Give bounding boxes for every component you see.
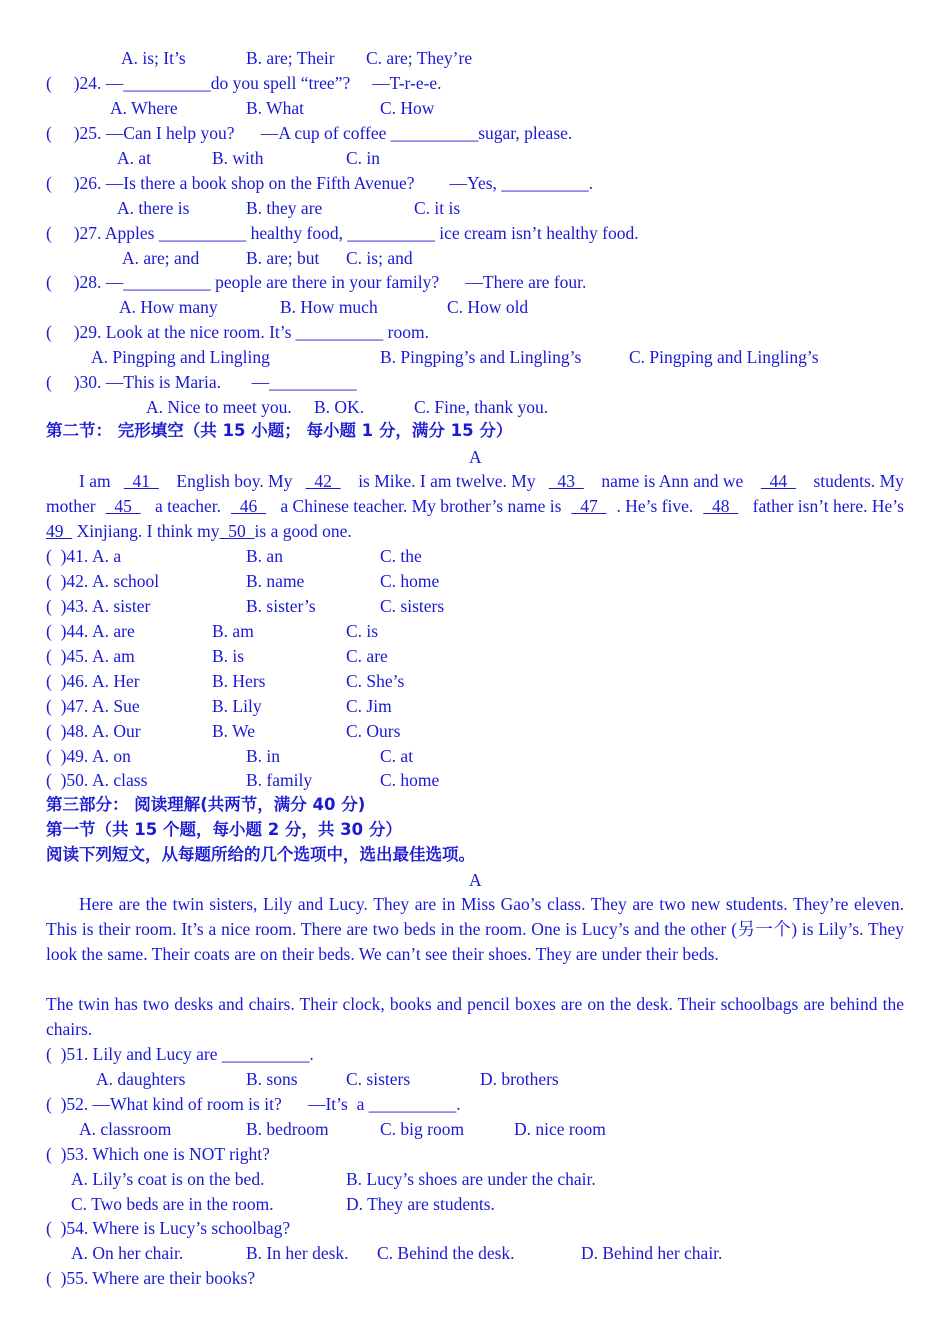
part3-instructions: 阅读下列短文，从每题所给的几个选项中，选出最佳选项。: [46, 845, 475, 864]
cloze-option-a: A. sister: [92, 596, 151, 616]
part3-section1-title: 第一节（共 15 个题，每小题 2 分，共 30 分）: [46, 820, 402, 839]
cloze-option-c: C. Jim: [346, 696, 392, 716]
q24-stem: ( )24. —__________do you spell “tree”? —T-r-e-e.: [46, 73, 442, 93]
q51-option-d: D. brothers: [480, 1069, 559, 1089]
q51-option-a: A. daughters: [96, 1069, 186, 1089]
q26-option-c: C. it is: [414, 198, 461, 218]
cloze-passage-label: A: [469, 447, 482, 467]
q26-stem: ( )26. —Is there a book shop on the Fifth Avenue? —Yes, __________.: [46, 173, 594, 193]
q53-option-c: C. Two beds are in the room.: [71, 1194, 274, 1214]
q52-option-b: B. bedroom: [246, 1119, 329, 1139]
cloze-text: . He’s five.: [616, 496, 694, 516]
q24-option-c: C. How: [380, 98, 435, 118]
q27-option-a: A. are; and: [122, 248, 200, 268]
q25-option-b: B. with: [212, 148, 264, 168]
cloze-question-number: ( )48.: [46, 721, 89, 741]
cloze-option-b: B. We: [212, 721, 255, 741]
cloze-option-a: A. a: [92, 546, 122, 566]
q27-stem: ( )27. Apples __________ healthy food, __________ ice cream isn’t healthy food.: [46, 223, 639, 243]
cloze-question-number: ( )41.: [46, 546, 89, 566]
q23-option-a: A. is; It’s: [121, 48, 186, 68]
cloze-option-c: C. Ours: [346, 721, 401, 741]
cloze-blank-50[interactable]: 50: [219, 521, 255, 541]
q54-option-b: B. In her desk.: [246, 1243, 349, 1263]
cloze-blank-42[interactable]: 42: [305, 471, 341, 491]
cloze-blank-49[interactable]: 49: [46, 521, 73, 541]
cloze-blank-44[interactable]: 44: [760, 471, 796, 491]
cloze-option-b: B. is: [212, 646, 245, 666]
cloze-question-number: ( )49.: [46, 746, 89, 766]
cloze-option-c: C. home: [380, 770, 440, 790]
cloze-option-b: B. Hers: [212, 671, 266, 691]
q52-option-a: A. classroom: [79, 1119, 172, 1139]
cloze-option-a: A. am: [92, 646, 135, 666]
cloze-option-b: B. family: [246, 770, 313, 790]
q55-stem: ( )55. Where are their books?: [46, 1268, 256, 1288]
cloze-question-number: ( )44.: [46, 621, 89, 641]
reading-paragraph-1: Here are the twin sisters, Lily and Lucy. They are in Miss Gao’s class. They are two new students. They’re eleven. This is their room. It’s a nice room. There are two beds in the room. One is Lucy’s and the other (另一个) is Lily’s. They look the same. Their coats are on their beds. We can’t see their shoes. They are under their beds.: [46, 894, 904, 964]
cloze-option-a: A. Our: [92, 721, 141, 741]
cloze-blank-48[interactable]: 48: [703, 496, 739, 516]
cloze-text: is a good one.: [254, 521, 352, 541]
q29-option-a: A. Pingping and Lingling: [91, 347, 270, 367]
q53-stem: ( )53. Which one is NOT right?: [46, 1144, 270, 1164]
cloze-text: mother: [46, 496, 96, 516]
cloze-text: Xinjiang. I think my: [72, 521, 220, 541]
q51-option-b: B. sons: [246, 1069, 298, 1089]
q54-option-c: C. Behind the desk.: [377, 1243, 515, 1263]
q28-stem: ( )28. —__________ people are there in your family? —There are four.: [46, 272, 587, 292]
cloze-option-a: A. class: [92, 770, 148, 790]
cloze-question-number: ( )45.: [46, 646, 89, 666]
cloze-option-c: C. sisters: [380, 596, 445, 616]
cloze-text: English boy. My: [172, 471, 293, 491]
q51-option-c: C. sisters: [346, 1069, 411, 1089]
cloze-option-b: B. in: [246, 746, 281, 766]
q54-option-d: D. Behind her chair.: [581, 1243, 723, 1263]
q27-option-c: C. is; and: [346, 248, 413, 268]
q24-option-a: A. Where: [110, 98, 178, 118]
q28-option-c: C. How old: [447, 297, 529, 317]
cloze-blank-47[interactable]: 47: [571, 496, 607, 516]
q30-option-a: A. Nice to meet you.: [146, 397, 292, 417]
cloze-option-a: A. are: [92, 621, 135, 641]
cloze-line-1: [46, 470, 904, 492]
section2-title: 第二节： 完形填空（共 15 小题； 每小题 1 分，满分 15 分）: [46, 421, 513, 440]
cloze-option-a: A. Sue: [92, 696, 140, 716]
q54-option-a: A. On her chair.: [71, 1243, 184, 1263]
q28-option-a: A. How many: [119, 297, 218, 317]
q29-option-b: B. Pingping’s and Lingling’s: [380, 347, 582, 367]
q52-option-d: D. nice room: [514, 1119, 606, 1139]
q52-stem: ( )52. —What kind of room is it? —It’s a __________.: [46, 1094, 461, 1114]
cloze-text: I am: [79, 471, 111, 491]
reading-paragraph-2: The twin has two desks and chairs. Their clock, books and pencil boxes are on the desk. Their schoolbags are behind the chairs.: [46, 994, 904, 1039]
q53-option-d: D. They are students.: [346, 1194, 495, 1214]
cloze-text: father isn’t here. He’s: [748, 496, 904, 516]
cloze-question-number: ( )42.: [46, 571, 89, 591]
q24-option-b: B. What: [246, 98, 305, 118]
cloze-option-a: A. Her: [92, 671, 140, 691]
q30-stem: ( )30. —This is Maria. —__________: [46, 372, 357, 392]
cloze-blank-43[interactable]: 43: [548, 471, 584, 491]
q52-option-c: C. big room: [380, 1119, 465, 1139]
cloze-option-c: C. home: [380, 571, 440, 591]
cloze-text: a Chinese teacher. My brother’s name is: [276, 496, 562, 516]
cloze-option-c: C. is: [346, 621, 379, 641]
cloze-line-3: [46, 520, 352, 542]
cloze-line-2: [46, 495, 904, 517]
cloze-text: name is Ann and we: [597, 471, 748, 491]
cloze-option-a: A. on: [92, 746, 131, 766]
cloze-option-b: B. Lily: [212, 696, 262, 716]
cloze-blank-41[interactable]: 41: [123, 471, 159, 491]
q23-option-b: B. are; Their: [246, 48, 335, 68]
part3-title: 第三部分： 阅读理解(共两节，满分 40 分): [46, 795, 366, 814]
q25-stem: ( )25. —Can I help you? —A cup of coffee __________sugar, please.: [46, 123, 573, 143]
cloze-blank-46[interactable]: 46: [231, 496, 267, 516]
cloze-text: a teacher.: [150, 496, 222, 516]
cloze-option-c: C. the: [380, 546, 422, 566]
cloze-text: students. My: [809, 471, 904, 491]
q53-option-a: A. Lily’s coat is on the bed.: [71, 1169, 265, 1189]
q26-option-a: A. there is: [117, 198, 190, 218]
q25-option-a: A. at: [117, 148, 152, 168]
q30-option-c: C. Fine, thank you.: [414, 397, 549, 417]
q26-option-b: B. they are: [246, 198, 323, 218]
q23-option-c: C. are; They’re: [366, 48, 473, 68]
q27-option-b: B. are; but: [246, 248, 320, 268]
q53-option-b: B. Lucy’s shoes are under the chair.: [346, 1169, 596, 1189]
cloze-blank-45[interactable]: 45: [105, 496, 141, 516]
cloze-option-c: C. She’s: [346, 671, 405, 691]
q51-stem: ( )51. Lily and Lucy are __________.: [46, 1044, 314, 1064]
q28-option-b: B. How much: [280, 297, 378, 317]
cloze-option-b: B. name: [246, 571, 305, 591]
cloze-question-number: ( )47.: [46, 696, 89, 716]
q29-stem: ( )29. Look at the nice room. It’s __________ room.: [46, 322, 429, 342]
cloze-question-number: ( )50.: [46, 770, 89, 790]
q54-stem: ( )54. Where is Lucy’s schoolbag?: [46, 1218, 291, 1238]
cloze-option-b: B. an: [246, 546, 283, 566]
cloze-question-number: ( )43.: [46, 596, 89, 616]
cloze-question-number: ( )46.: [46, 671, 89, 691]
q30-option-b: B. OK.: [314, 397, 365, 417]
reading-passage-label: A: [469, 870, 482, 890]
cloze-option-b: B. sister’s: [246, 596, 316, 616]
cloze-option-b: B. am: [212, 621, 254, 641]
cloze-option-c: C. are: [346, 646, 388, 666]
q29-option-c: C. Pingping and Lingling’s: [629, 347, 819, 367]
cloze-option-a: A. school: [92, 571, 160, 591]
q25-option-c: C. in: [346, 148, 381, 168]
cloze-text: is Mike. I am twelve. My: [353, 471, 536, 491]
cloze-option-c: C. at: [380, 746, 414, 766]
